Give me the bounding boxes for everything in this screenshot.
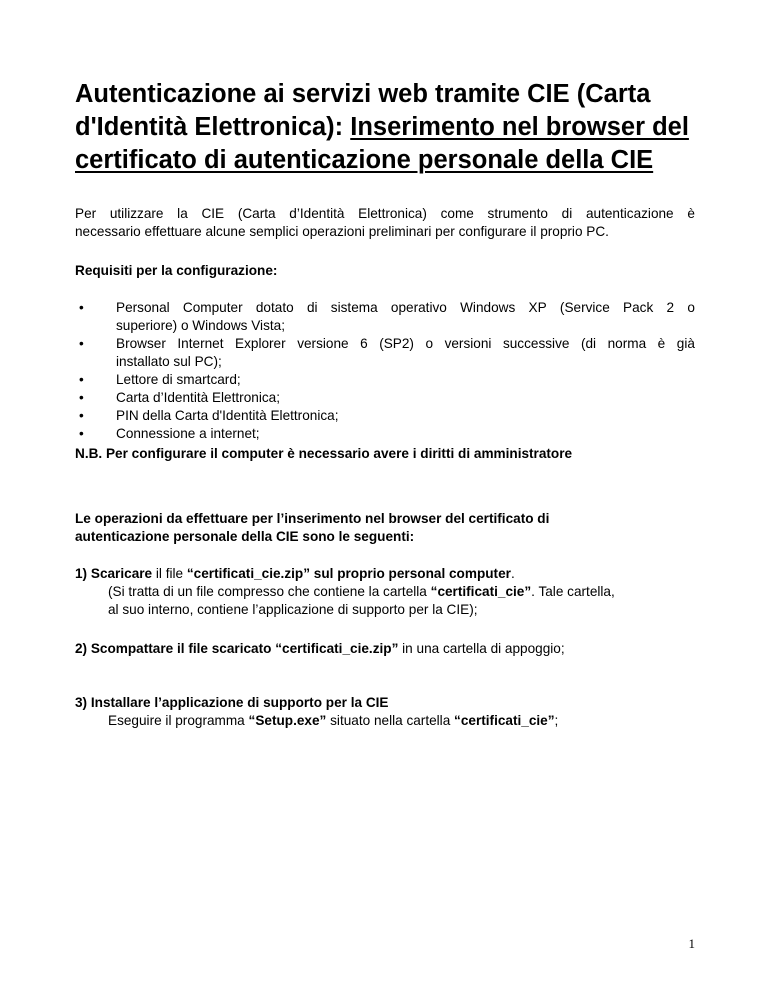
title-word: CIE (527, 80, 570, 108)
program-name: “Setup.exe” (248, 713, 327, 728)
intro-line-2: necessario effettuare alcune semplici operazioni preliminari per configurare il proprio PC. (75, 224, 609, 239)
list-item (75, 335, 695, 371)
list-word: Pack (623, 300, 654, 315)
step-1-line (75, 565, 695, 583)
step-text: ; (554, 713, 559, 728)
operations-heading-line-2: autenticazione personale della CIE sono le seguenti: (75, 529, 415, 544)
list-item-text: Lettore di smartcard; (116, 372, 241, 387)
bullet-icon: • (79, 390, 84, 405)
operations-heading-line-1: Le operazioni da effettuare per l’inserimento nel browser del certificato di (75, 511, 550, 526)
list-word: sistema (330, 300, 378, 315)
step-text: in una cartella di appoggio; (398, 641, 565, 656)
intro-word: Per (75, 206, 97, 221)
step-3-heading: 3) Installare l’applicazione di supporto per la CIE (75, 695, 389, 710)
step-1 (75, 565, 695, 619)
step-text: situato nella cartella (326, 713, 455, 728)
list-item (75, 425, 695, 443)
bullet-icon: • (79, 426, 84, 441)
list-word: 6 (360, 336, 368, 351)
intro-line-1 (75, 205, 695, 223)
step-action: Scaricare (90, 566, 153, 581)
list-word: successive (502, 336, 570, 351)
step-text: il file (152, 566, 187, 581)
step-note-text: . Tale cartella, (531, 584, 615, 599)
intro-word: Elettronica) (358, 206, 427, 221)
title-underlined-part: Inserimento nel browser del (350, 113, 689, 141)
bullet-icon: • (79, 300, 84, 315)
step-action: 2) Scompattare il file scaricato (75, 641, 276, 656)
step-text: Eseguire il programma (108, 713, 249, 728)
list-word: versione (297, 336, 349, 351)
operations-heading (75, 510, 695, 546)
folder-name: “certificati_cie” (430, 584, 532, 599)
list-item (75, 389, 695, 407)
intro-word: autenticazione (585, 206, 674, 221)
list-word: di (306, 300, 318, 315)
list-word: XP (528, 300, 547, 315)
list-word: norma (607, 336, 647, 351)
intro-word: di (561, 206, 573, 221)
intro-word: come (440, 206, 474, 221)
step-number: 1) (75, 566, 91, 581)
step-3 (75, 694, 695, 730)
folder-name: “certificati_cie” (454, 713, 555, 728)
requirements-list (75, 299, 695, 443)
page-number: 1 (688, 936, 695, 951)
list-word: versioni (444, 336, 492, 351)
list-word: (SP2) (379, 336, 414, 351)
requirements-heading: Requisiti per la configurazione: (75, 263, 278, 278)
intro-word: la (177, 206, 188, 221)
list-item-line-1 (116, 299, 695, 317)
title-word: web (378, 80, 428, 108)
bullet-icon: • (79, 336, 84, 351)
list-word: (Service (559, 300, 610, 315)
title-word: Autenticazione (75, 80, 257, 108)
title-line-3: certificato di autenticazione personale della CIE (75, 146, 654, 174)
list-word: o (425, 336, 434, 351)
intro-paragraph (75, 205, 695, 241)
list-word: Personal (116, 300, 170, 315)
step-1-note (75, 583, 695, 619)
list-word: (di (580, 336, 597, 351)
list-word: già (676, 336, 695, 351)
list-word: Browser (116, 336, 166, 351)
intro-word: CIE (201, 206, 225, 221)
list-item (75, 407, 695, 425)
list-word: è (657, 336, 666, 351)
list-item-text: Connessione a internet; (116, 426, 260, 441)
list-item (75, 299, 695, 335)
step-note-text: (Si tratta di un file compresso che contiene la cartella (108, 584, 431, 599)
intro-word: utilizzare (109, 206, 164, 221)
bullet-icon: • (79, 372, 84, 387)
list-item-line-1 (116, 335, 695, 353)
step-1-note-line-1 (108, 583, 695, 601)
file-name: “certificati_cie.zip” (275, 641, 399, 656)
admin-note: N.B. Per configurare il computer è necessario avere i diritti di amministratore (75, 446, 573, 461)
bullet-icon: • (79, 408, 84, 423)
intro-word: è (687, 206, 695, 221)
step-3-line (75, 712, 695, 730)
title-word: (Carta (576, 80, 651, 108)
file-name: “certificati_cie.zip” (186, 566, 311, 581)
list-word: 2 (666, 300, 675, 315)
list-word: dotato (255, 300, 294, 315)
list-item-text: PIN della Carta d'Identità Elettronica; (116, 408, 339, 423)
title-plain-part: d'Identità Elettronica): (75, 113, 351, 141)
list-word: Computer (182, 300, 243, 315)
title-line-2 (75, 111, 695, 144)
title-word: ai (263, 80, 285, 108)
title-word: tramite (435, 80, 521, 108)
intro-word: d’Identità (289, 206, 345, 221)
list-word: Windows (460, 300, 516, 315)
list-item-text: Carta d’Identità Elettronica; (116, 390, 280, 405)
step-2 (75, 640, 695, 658)
list-word: Explorer (235, 336, 286, 351)
list-word: o (687, 300, 695, 315)
step-1-note-line-2: al suo interno, contiene l’applicazione di supporto per la CIE); (108, 602, 478, 617)
step-text: . (510, 566, 515, 581)
list-item-line-2: installato sul PC); (116, 354, 222, 369)
list-item-line-2: superiore) o Windows Vista; (116, 318, 285, 333)
list-item (75, 371, 695, 389)
title-word: servizi (291, 80, 372, 108)
list-word: Internet (177, 336, 224, 351)
title-line-1 (75, 78, 695, 111)
step-text-bold: sul proprio personal computer (310, 566, 511, 581)
list-word: operativo (390, 300, 447, 315)
intro-word: strumento (487, 206, 548, 221)
document-title (75, 78, 695, 177)
intro-word: (Carta (237, 206, 276, 221)
